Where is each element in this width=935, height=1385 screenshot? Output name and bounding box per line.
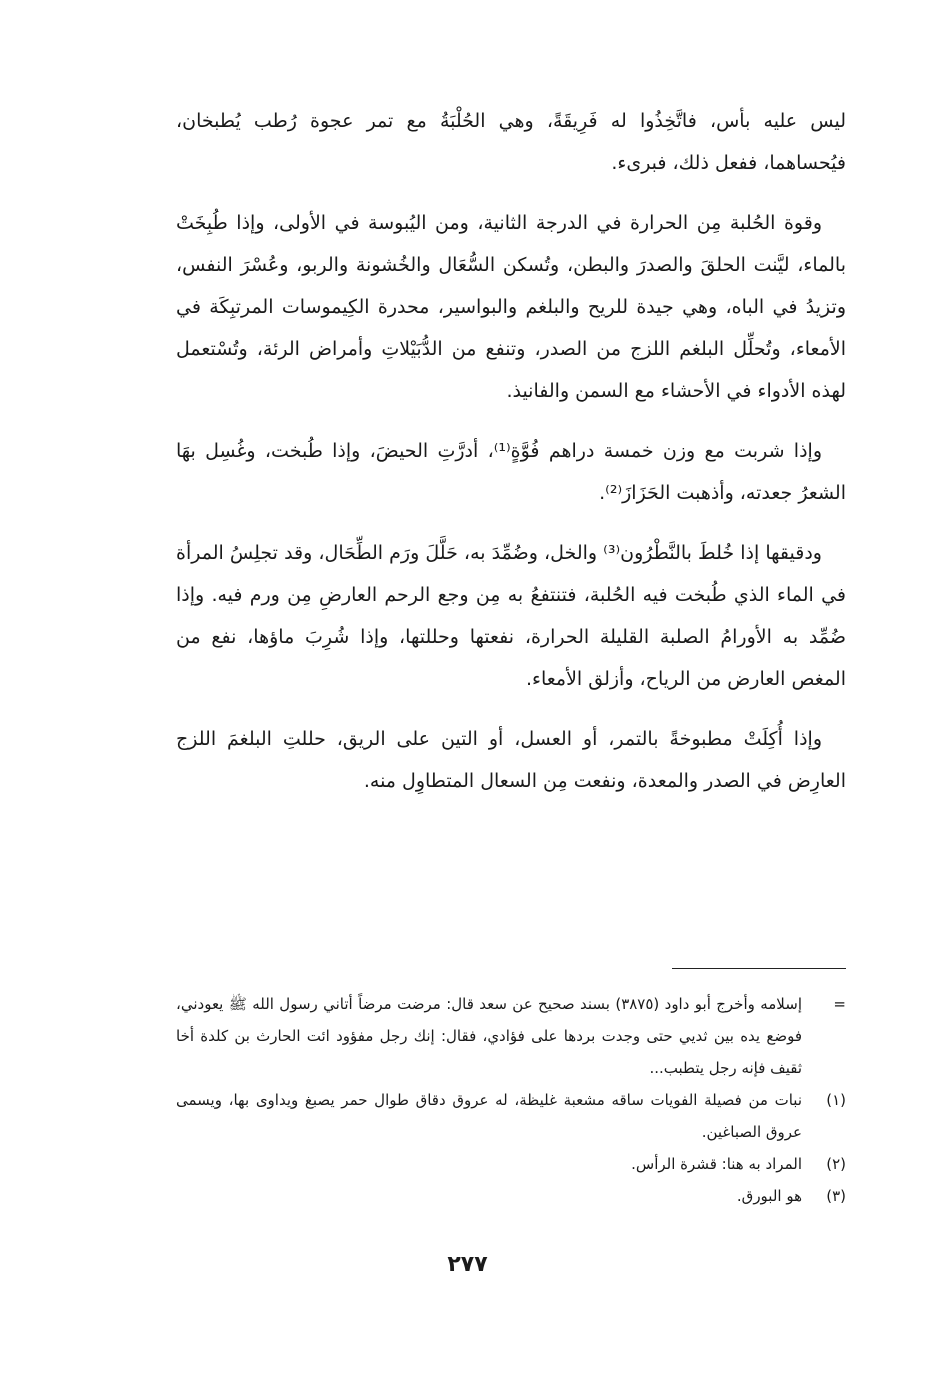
footnote-text: نبات من فصيلة الفويات ساقه مشعبة غليظة، له عروق دقاق طوال حمر يصبغ ويداوى بها، ويسمى عروق الصباغين. [176, 1091, 802, 1141]
paragraph-2: وقوة الحُلبة مِن الحرارة في الدرجة الثانية، ومن اليُبوسة في الأولى، وإذا طُبِخَتْ بالماء، ليَّنت الحلقَ والصدرَ والبطن، وتُسكن السُّعَال والخُشونة والربو، وعُسْرَ النفس، وتزيدُ في الباه، وهي جيدة للريح والبلغم والبواسير، محدرة الكِيموسات المرتبِكَة في الأمعاء، وتُحلِّل البلغم اللزج من الصدر، وتنفع من الدُّبَيْلاتِ وأمراض الرئة، وتُسْتعمل لهذه الأدواء في الأحشاء مع السمن والفانيذ. [176, 212, 846, 402]
paragraph-1: ليس عليه بأس، فاتَّخِذُوا له فَرِيقَةً، وهي الحُلْبَةُ مع تمر عجوة رُطب يُطبخان، فيُحساهما، ففعل ذلك، فبرىء. [176, 110, 846, 174]
footnote-3 [176, 1180, 846, 1212]
footnote-mark: (١) [826, 1091, 846, 1109]
paragraph-3: وإذا شربت مع وزن خمسة دراهم فُوَّةٍ⁽¹⁾، أدرَّتِ الحيضَ، وإذا طُبخت، وغُسِل بهَا الشعرُ جعدته، وأذهبت الحَزَازَ⁽²⁾. [176, 440, 846, 504]
footnote-text: المراد به هنا: قشرة الرأس. [631, 1155, 802, 1173]
footnote-mark: (٢) [826, 1155, 846, 1173]
page-number: ٢٧٧ [447, 1252, 488, 1277]
footnote-1 [176, 1084, 846, 1148]
footnotes [176, 988, 846, 1212]
footnote-separator [672, 968, 846, 969]
footnote-mark: (٣) [826, 1187, 846, 1205]
footnote-continuation [176, 988, 846, 1084]
footnote-text: هو البورق. [736, 1187, 802, 1205]
footnote-text: إسلامه وأخرج أبو داود (٣٨٧٥) بسند صحيح عن سعد قال: مرضت مرضاً أتاني رسول الله ﷺ يعودني، فوضع يده بين ثديي حتى وجدت بردها على فؤادي، فقال: إنك رجل مفؤود ائت الحارث بن كلدة أخا ثقيف فإنه رجل يتطبب... [176, 995, 802, 1077]
footnote-mark: = [833, 995, 846, 1013]
main-text [176, 100, 846, 820]
paragraph-5: وإذا أُكِلَتْ مطبوخةً بالتمر، أو العسل، أو التين على الريق، حللتِ البلغمَ اللزج العارِض في الصدر والمعدة، ونفعت مِن السعال المتطاوِل منه. [176, 728, 846, 792]
footnote-2 [176, 1148, 846, 1180]
paragraph-4: ودقيقها إذا خُلطَ بالنَّطْرُون⁽³⁾ والخل، وضُمِّدَ به، حَلَّلَ ورَم الطِّحَال، وقد تجلِسُ المرأة في الماء الذي طُبخت فيه الحُلبة، فتنتفعُ به مِن وجع الرحم العارضِ مِن ورم فيه. وإذا ضُمِّد به الأورامُ الصلبة القليلة الحرارة، نفعتها وحللتها، وإذا شُرِبَ ماؤها، نفع من المغص العارض من الرياح، وأزلق الأمعاء. [176, 542, 846, 690]
